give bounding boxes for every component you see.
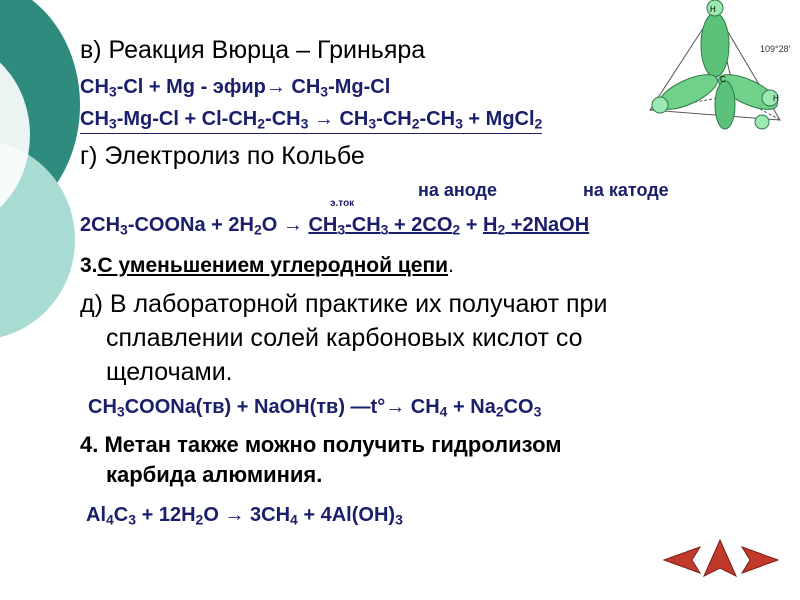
equation-kolbe: $2CH_3$-COONa + $2H_2O \to CH_3-CH_3 + 2CO_2 + H_2$ +2NaOH [80,214,590,238]
section-d-line-3: щелочами. [106,358,233,386]
nav-next-button[interactable] [740,545,780,575]
item-3-heading: 3.С уменьшением углеродной цепи. [80,254,454,277]
up-arrow-icon [702,538,738,578]
section-d-line-1: д) В лабораторной практике их получают при [80,290,608,318]
nav-up-button[interactable] [702,538,738,578]
current-label: э.ток [330,198,355,209]
bond-angle-label: 109°28' [760,44,791,54]
methane-model-illustration [630,0,800,135]
section-d-line-2: сплавлении солей карбоновых кислот со [106,324,583,352]
equation-grignard-2: $CH_3-Mg-Cl + Cl-CH_2-CH_3 \to CH_3-CH_2-CH_3$ + MgCl$_2$ [80,108,542,134]
equation-decarboxylation: $CH_3COONa(тв)$ + NaOH(тв) —t°→ $CH_4 + Na_2CO_3$ [88,396,542,420]
nav-prev-button[interactable] [662,545,702,575]
section-g-heading: г) Электролиз по Кольбе [80,142,365,170]
left-arrow-icon [662,545,702,575]
item-4-line-1: 4. Метан также можно получить гидролизом [80,432,562,457]
right-arrow-icon [740,545,780,575]
section-v-heading: в) Реакция Вюрца – Гриньяра [80,36,426,64]
atom-h-right: H [773,94,779,103]
equation-grignard-1: $CH_3-Cl + Mg$ - эфир→ $CH_3-Mg-Cl$ [80,76,391,100]
anode-label: на аноде [418,180,497,200]
atom-c-center: C [720,75,726,84]
cathode-label: на катоде [583,180,669,200]
item-4-line-2: карбида алюминия. [106,462,323,487]
equation-carbide-hydrolysis: $Al_4C_3 + 12H_2O \to 3CH_4 + 4Al(OH)_3$ [86,504,403,528]
atom-h-top: H [710,5,716,14]
